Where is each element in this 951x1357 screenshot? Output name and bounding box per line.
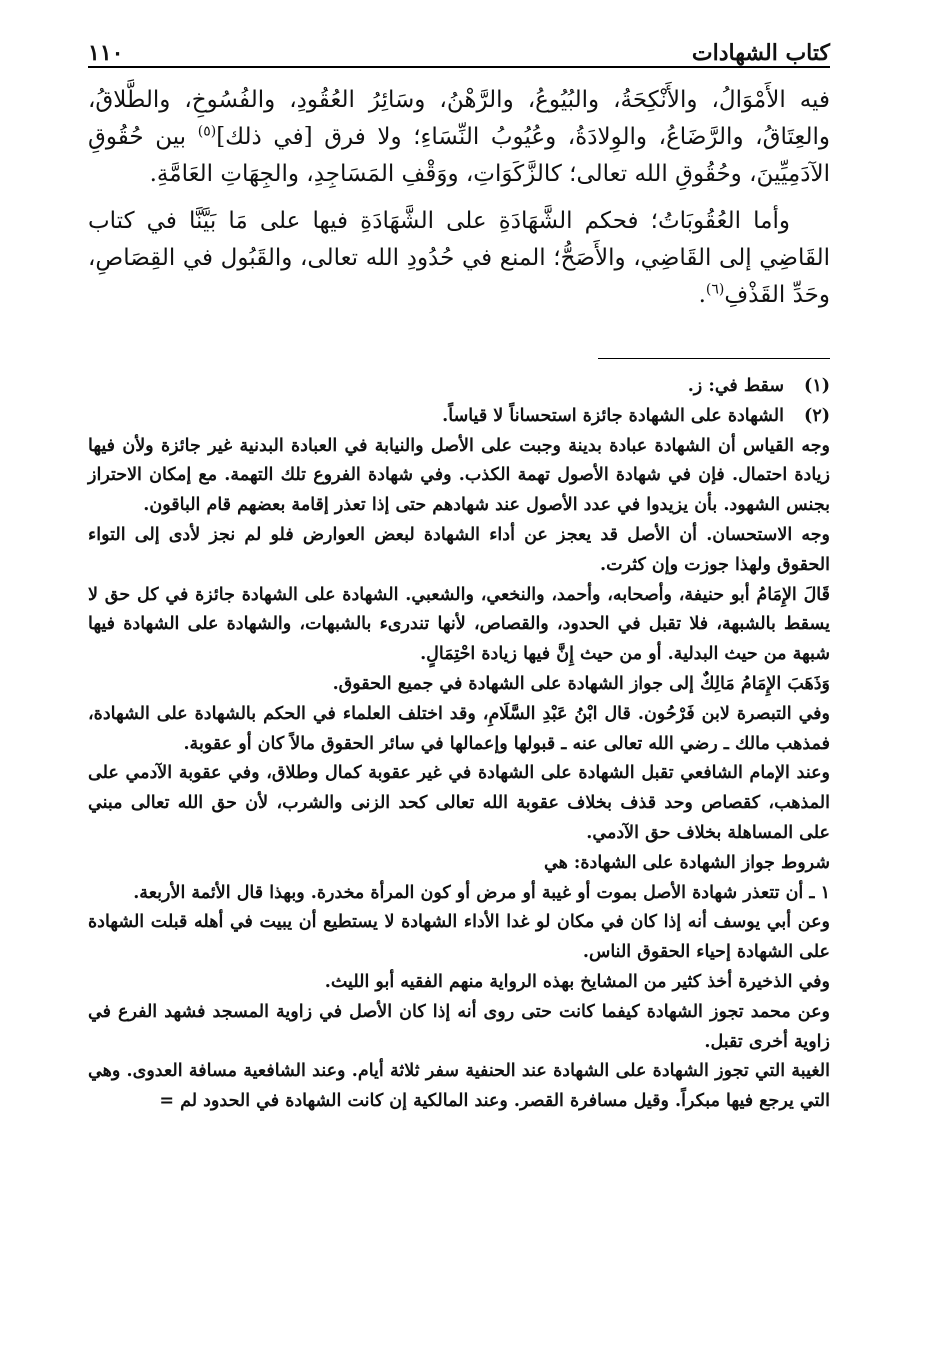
- note-paragraph: الغيبة التي تجوز الشهادة على الشهادة عند الحنفية سفر ثلاثة أيام. وعند الشافعية مسافة العدوى. وهي التي يرجع فيها مبكراً. وقيل مسافرة القصر. وعند المالكية إن كانت الشهادة في الحدود لم =: [88, 1061, 830, 1112]
- note-paragraph: وفي التبصرة لابن فَرْحُون. قال ابْنُ عَبْدِ السَّلَامِ، وقد اختلف العلماء في الحكم بالشهادة على الشهادة، فمذهب مالك ـ رضي الله تعالى عنه ـ قبولها وإعمالها في سائر الحقوق مالاً كان أو عقوبة.: [88, 703, 830, 754]
- running-header: [88, 30, 830, 66]
- note-paragraph: قَالَ الإِمَامُ أبو حنيفة، وأصحابه، وأحمد، والنخعي، والشعبي. الشهادة على الشهادة جائزة في كل حق لا يسقط بالشبهة، فلا تقبل في الحدود، والقصاص، لأنها تندرىء بالشبهات، والشهادة على الشهادة فيها شبهة من حيث البدلية. أو من حيث إِنَّ فيها زيادة احْتِمَالٍ.: [88, 584, 830, 665]
- page-number: ١١٠: [88, 40, 124, 66]
- note-heading: شروط جواز الشهادة على الشهادة: هي: [543, 852, 830, 873]
- footnotes: [88, 372, 830, 1117]
- note-paragraph: وعن أبي يوسف أنه إذا كان في مكان لو غدا الأداء الشهادة لا يستطيع أن يبيت في أهله قبلت الشهادة على الشهادة إحياء الحقوق الناس.: [88, 912, 830, 963]
- note-paragraph: ١ ـ أن تتعذر شهادة الأصل بموت أو غيبة أو مرض أو كون المرأة مخدرة. وبهذا قال الأئمة الأربعة.: [133, 882, 830, 903]
- footnote-ref-5: (٥): [197, 123, 217, 140]
- note-paragraph: وعند الإمام الشافعي تقبل الشهادة على الشهادة في غير عقوبة كمال وطلاق، وفي عقوبة الآدمي على المذهب، كقصاص وحد قذف بخلاف عقوبة الله تعالى كحد الزنى والشرب، لأن حق الله تعالى مبني على المساهلة بخلاف حق الآدمي.: [88, 763, 830, 843]
- footnote-ref-6: (٦): [705, 281, 725, 298]
- footnote-1: [88, 372, 830, 402]
- footnote-number: (٢): [804, 405, 830, 426]
- footnote-separator: [598, 358, 830, 359]
- note-paragraph: وَذَهَبَ الإِمَامُ مَالِكٌ إلى جواز الشهادة على الشهادة في جميع الحقوق.: [332, 673, 830, 694]
- note-paragraph: وعن محمد تجوز الشهادة كيفما كانت حتى روى أنه إذا كان الأصل في زاوية المسجد فشهد الفرع في زاوية أخرى تقبل.: [88, 1001, 830, 1052]
- footnote-text: الشهادة على الشهادة جائزة استحساناً لا قياساً.: [442, 405, 784, 426]
- note-paragraph: وجه الاستحسان. أن الأصل قد يعجز عن أداء الشهادة لبعض العوارض فلو لم نجز لأدى إلى التواء الحقوق ولهذا جوزت وإن كثرت.: [88, 524, 830, 575]
- main-text: [88, 82, 830, 314]
- book-title: كتاب الشهادات: [691, 40, 830, 66]
- header-rule: [88, 66, 830, 68]
- footnote-text: سقط في: ز.: [687, 376, 784, 396]
- main-paragraph-1: فيه الأَمْوَالُ، والأَنْكِحَةُ، والبُيُوعُ، والرَّهْنُ، وسَائِرُ العُقُودِ، والفُسُوخِ، والطَّلاقُ، والعِتَاقُ، والرَّضَاعُ، والوِلادَةُ، وعُيُوبُ النِّسَاءِ؛ ولا فرق [في ذلك]$^{(٥)}$ بين حُقُوقِ الآدَمِيِّينَ، وحُقُوقِ الله تعالى؛ كالزَّكَوَاتِ، ووَقْفِ المَسَاجِدِ، والجِهَاتِ العَامَّةِ.: [88, 87, 831, 187]
- footnote-2: [88, 402, 830, 432]
- note-paragraph: وجه القياس أن الشهادة عبادة بدينة وجبت على الأصل والنيابة في العبادة البدنية غير جائزة ولأن فيها زيادة احتمال. فإن في شهادة الأصول تهمة الكذب. وفي شهادة الفروع تلك التهمة. مع إمكان الاحتراز بجنس الشهود. بأن يزيدوا في عدد الأصول عند شهادهم حتى إذا تعذر إقامة بعضهم قام الباقون.: [88, 435, 830, 516]
- main-paragraph-2: وأما العُقُوبَاتُ؛ فحكم الشَّهَادَةِ على الشَّهَادَةِ فيها على مَا بَيَّنَّا في كتاب القَاضِي إلى القَاضِي، والأَصَحُّ؛ المنع في حُدُودِ الله تعالى، والقَبُول في القِصَاصِ، وحَدِّ القَذْفِ$^{(٦)}$.: [88, 208, 830, 308]
- footnote-number: (١): [804, 376, 830, 396]
- note-paragraph: وفي الذخيرة أخذ كثير من المشايخ بهذه الرواية منهم الفقيه أبو الليث.: [324, 971, 830, 992]
